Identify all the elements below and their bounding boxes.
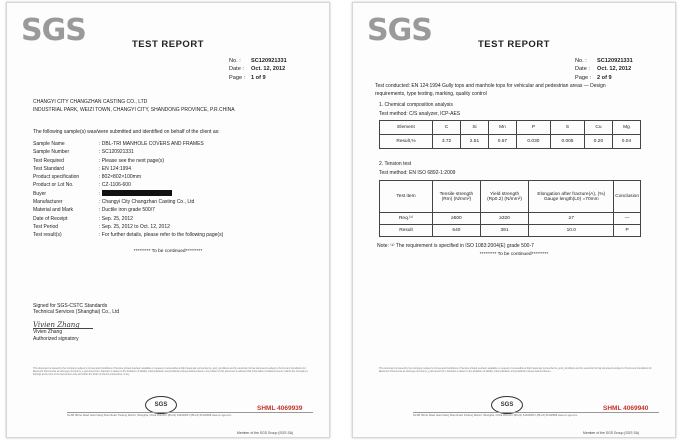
field-colon: : xyxy=(99,215,102,222)
field-row xyxy=(33,198,223,206)
signer-name: Vivien Zhang xyxy=(33,328,93,335)
serial-number: SHML 4069940 xyxy=(603,405,649,412)
result-value-cell: P xyxy=(614,225,641,237)
chem-row-label: Result,% xyxy=(380,135,433,149)
chem-value-cell: 0.57 xyxy=(488,135,516,149)
sample-fields xyxy=(33,140,223,240)
date-label: Date : xyxy=(229,66,244,73)
page-value: 2 of 9 xyxy=(597,74,612,81)
chem-value-cell: 3.72 xyxy=(433,135,461,149)
signed-line-1: Signed for SGS-CSTC Standards xyxy=(33,303,108,309)
date-value: Oct. 12, 2012 xyxy=(251,66,286,73)
req-row-label: Req.⁽¹⁾ xyxy=(380,213,433,225)
field-value: Sep. 25, 2012 xyxy=(101,215,133,222)
req-value-cell: ≥320 xyxy=(480,213,528,225)
field-colon: : xyxy=(99,182,102,189)
field-colon: : xyxy=(99,223,102,230)
field-row xyxy=(33,165,223,173)
no-label: No. : xyxy=(575,58,587,64)
field-value: For further details, please refer to the following page(s) xyxy=(101,232,224,239)
field-colon: : xyxy=(99,190,102,197)
section-tension: 2. Tension test xyxy=(379,161,412,167)
field-value: Please see the next page(s) xyxy=(101,157,165,164)
signature-block xyxy=(33,303,119,342)
field-label: Date of Receipt xyxy=(33,215,68,222)
chem-header-cell: Mn xyxy=(488,121,516,135)
field-row xyxy=(33,181,223,189)
req-value-cell: ≥500 xyxy=(433,213,481,225)
field-value: DBL-TRI MANHOLE COVERS AND FRAMES xyxy=(101,141,204,147)
field-value: 802×802×100mm xyxy=(101,174,141,181)
client-name: CHANGYI CITY CHANGZHAN CASTING CO., LTD xyxy=(33,99,148,105)
field-row xyxy=(33,140,223,148)
result-row-label: Result xyxy=(380,225,433,237)
field-value: SC120921331 xyxy=(101,149,134,156)
tension-header-cell: Elongation after fracture(A), (%) Gauge length(L0) =70mm xyxy=(529,181,614,213)
field-label: Test Period xyxy=(33,223,59,230)
field-row xyxy=(33,148,223,156)
chem-header-cell: Si xyxy=(460,121,488,135)
member-text: Member of the SGS Group (SGS SA) xyxy=(583,431,640,435)
field-label: Material and Mark xyxy=(33,207,74,214)
disclaimer-text: This document is issued by the Company subject to its General Conditions of Service printed overleaf, available on request or accessible at http://www.sgs.com/en/terms_and_conditions and for electronic format documents subject to Terms and Conditions for Electronic Documents at www.sgs.com/terms_e-document.htm. Attention is drawn to the limitation of liability, indemnification and jurisdiction issues defined therein. Any holder of this document is advised that information contained hereon reflects the Company's findings at the time of its intervention only and within the limits of Client's instructions, if any. xyxy=(33,367,308,377)
report-title: TEST REPORT xyxy=(131,39,204,50)
page-value: 1 of 9 xyxy=(251,74,266,81)
field-colon: : xyxy=(99,207,102,214)
field-value: EN 124:1994 xyxy=(101,165,131,172)
test-conducted-line-1: Test conducted: EN 124:1994 Gully tops and manhole tops for vehicular and pedestrian areas — Design xyxy=(375,83,606,89)
field-row xyxy=(33,231,223,239)
serial-number: SHML 4069939 xyxy=(257,405,303,412)
field-colon: : xyxy=(99,199,102,206)
date-label: Date : xyxy=(575,66,590,73)
tension-header-cell: Test item xyxy=(380,181,433,213)
sgs-logo: SGS xyxy=(21,13,86,48)
report-page-1 xyxy=(6,2,330,438)
chem-value-cell: 0.005 xyxy=(550,135,584,149)
result-value-cell: 10.0 xyxy=(529,225,614,237)
field-label: Test Standard xyxy=(33,165,64,172)
report-title: TEST REPORT xyxy=(477,39,550,50)
req-value-cell: ≥7 xyxy=(529,213,614,225)
field-row xyxy=(33,215,223,223)
tension-header-cell: Conclusion xyxy=(614,181,641,213)
report-meta xyxy=(575,57,633,82)
chem-header-cell: Mg xyxy=(612,121,640,135)
no-value: SC120921331 xyxy=(251,58,287,64)
chem-header-cell: Element xyxy=(380,121,433,135)
field-colon: : xyxy=(99,141,102,147)
field-value: CZ-1106-600 xyxy=(101,182,131,189)
tension-table xyxy=(379,180,641,237)
footer-divider xyxy=(413,412,659,413)
chem-value-cell: 0.20 xyxy=(584,135,612,149)
field-label: Sample Name xyxy=(33,141,65,147)
test-conducted-line-2: requirements, type testing, marking, quality control xyxy=(375,91,487,97)
field-colon: : xyxy=(99,165,102,172)
field-label: Product or Lot No. xyxy=(33,182,74,189)
signed-line-2: Technical Services (Shanghai) Co., Ltd xyxy=(33,309,120,316)
chem-value-cell: 0.030 xyxy=(516,135,550,149)
sgs-stamp-logo: SGS xyxy=(491,396,523,414)
field-row xyxy=(33,223,223,231)
chem-header-cell: Cu xyxy=(584,121,612,135)
chemical-table xyxy=(379,120,641,149)
sgs-logo: SGS xyxy=(367,13,432,48)
field-colon: : xyxy=(99,149,102,156)
tension-header-cell: Yield strength (Rp0.2) (N/mm²) xyxy=(480,181,528,213)
footer-divider xyxy=(67,412,313,413)
page-label: Page : xyxy=(229,74,246,81)
intro-text: The following sample(s) was/were submitted and identified on behalf of the client as: xyxy=(33,129,220,135)
no-label: No. : xyxy=(229,58,241,64)
field-label: Test result(s) xyxy=(33,232,62,239)
field-colon: : xyxy=(99,174,102,181)
result-value-cell: 640 xyxy=(433,225,481,237)
to-be-continued: ********* To be continued********* xyxy=(479,252,549,257)
signer-title: Authorized signatory xyxy=(33,335,79,342)
footer-address: No.88, Binhe Road, East Xiang Shan Road, Pudong District, Shanghai, China 201210 t (86-21) 61402666 f (86-21) 61402668 www.cn.sgs.com xyxy=(413,414,578,417)
result-value-cell: 391 xyxy=(480,225,528,237)
redaction-box xyxy=(102,190,172,196)
method-chemical: Test method: C/S analyzer, ICP-AES xyxy=(379,111,461,117)
footer-address: No.88, Binhe Road, East Xiang Shan Road, Pudong District, Shanghai, China 201210 t (86-21) 61402666 f (86-21) 61402668 www.cn.sgs.com xyxy=(67,414,232,417)
disclaimer-text: This document is issued by the Company subject to its General Conditions of Service printed overleaf, available on request or accessible at http://www.sgs.com/en/terms_and_conditions and for electronic format documents subject to Terms and Conditions for Electronic Documents at www.sgs.com/terms_e-document.htm. Attention is drawn to the limitation of liability, indemnification and jurisdiction issues defined therein. xyxy=(379,367,652,374)
to-be-continued: ********* To be continued********* xyxy=(133,249,203,254)
req-value-cell: — xyxy=(614,213,641,225)
field-value: Ductile iron grade 500/7 xyxy=(101,207,155,214)
report-meta xyxy=(229,57,287,82)
field-row xyxy=(33,157,223,165)
chem-header-cell: S xyxy=(550,121,584,135)
section-chemical: 1. Chemical composition analysis xyxy=(379,102,453,108)
handwritten-signature: Vivien Zhang xyxy=(33,320,80,329)
tension-header-cell: Tensile strength (Rm) (N/mm²) xyxy=(433,181,481,213)
field-label: Buyer xyxy=(33,190,47,197)
field-label: Test Required xyxy=(33,157,64,164)
field-colon: : xyxy=(99,232,102,239)
method-tension: Test method: EN ISO 6892-1:2009 xyxy=(379,170,456,176)
chem-value-cell: 0.04 xyxy=(612,135,640,149)
sgs-stamp-logo: SGS xyxy=(145,396,177,414)
page-label: Page : xyxy=(575,74,592,81)
field-row xyxy=(33,190,223,198)
report-page-2 xyxy=(352,2,676,438)
chem-header-cell: P xyxy=(516,121,550,135)
requirement-note: Note: ⁽¹⁾ The requirement is specified in ISO 1083:2004(E) grade 500-7 xyxy=(377,243,534,249)
chem-header-cell: C xyxy=(433,121,461,135)
field-colon: : xyxy=(99,157,102,164)
field-row xyxy=(33,206,223,214)
field-label: Manufacturer xyxy=(33,199,63,206)
field-row xyxy=(33,173,223,181)
no-value: SC120921331 xyxy=(597,58,633,64)
field-label: Product specification xyxy=(33,174,80,181)
member-text: Member of the SGS Group (SGS SA) xyxy=(237,431,294,435)
client-address: INDUSTRIAL PARK, WEIZI TOWN, CHANGYI CITY, SHANDONG PROVINCE, P.R.CHINA xyxy=(33,107,235,113)
chem-value-cell: 2.51 xyxy=(460,135,488,149)
field-value: Sep. 25, 2012 to Oct. 12, 2012 xyxy=(101,223,170,230)
field-label: Sample Number xyxy=(33,149,70,156)
date-value: Oct. 12, 2012 xyxy=(597,66,632,73)
field-value: Changyi City Changzhan Casting Co., Ltd xyxy=(101,199,195,206)
